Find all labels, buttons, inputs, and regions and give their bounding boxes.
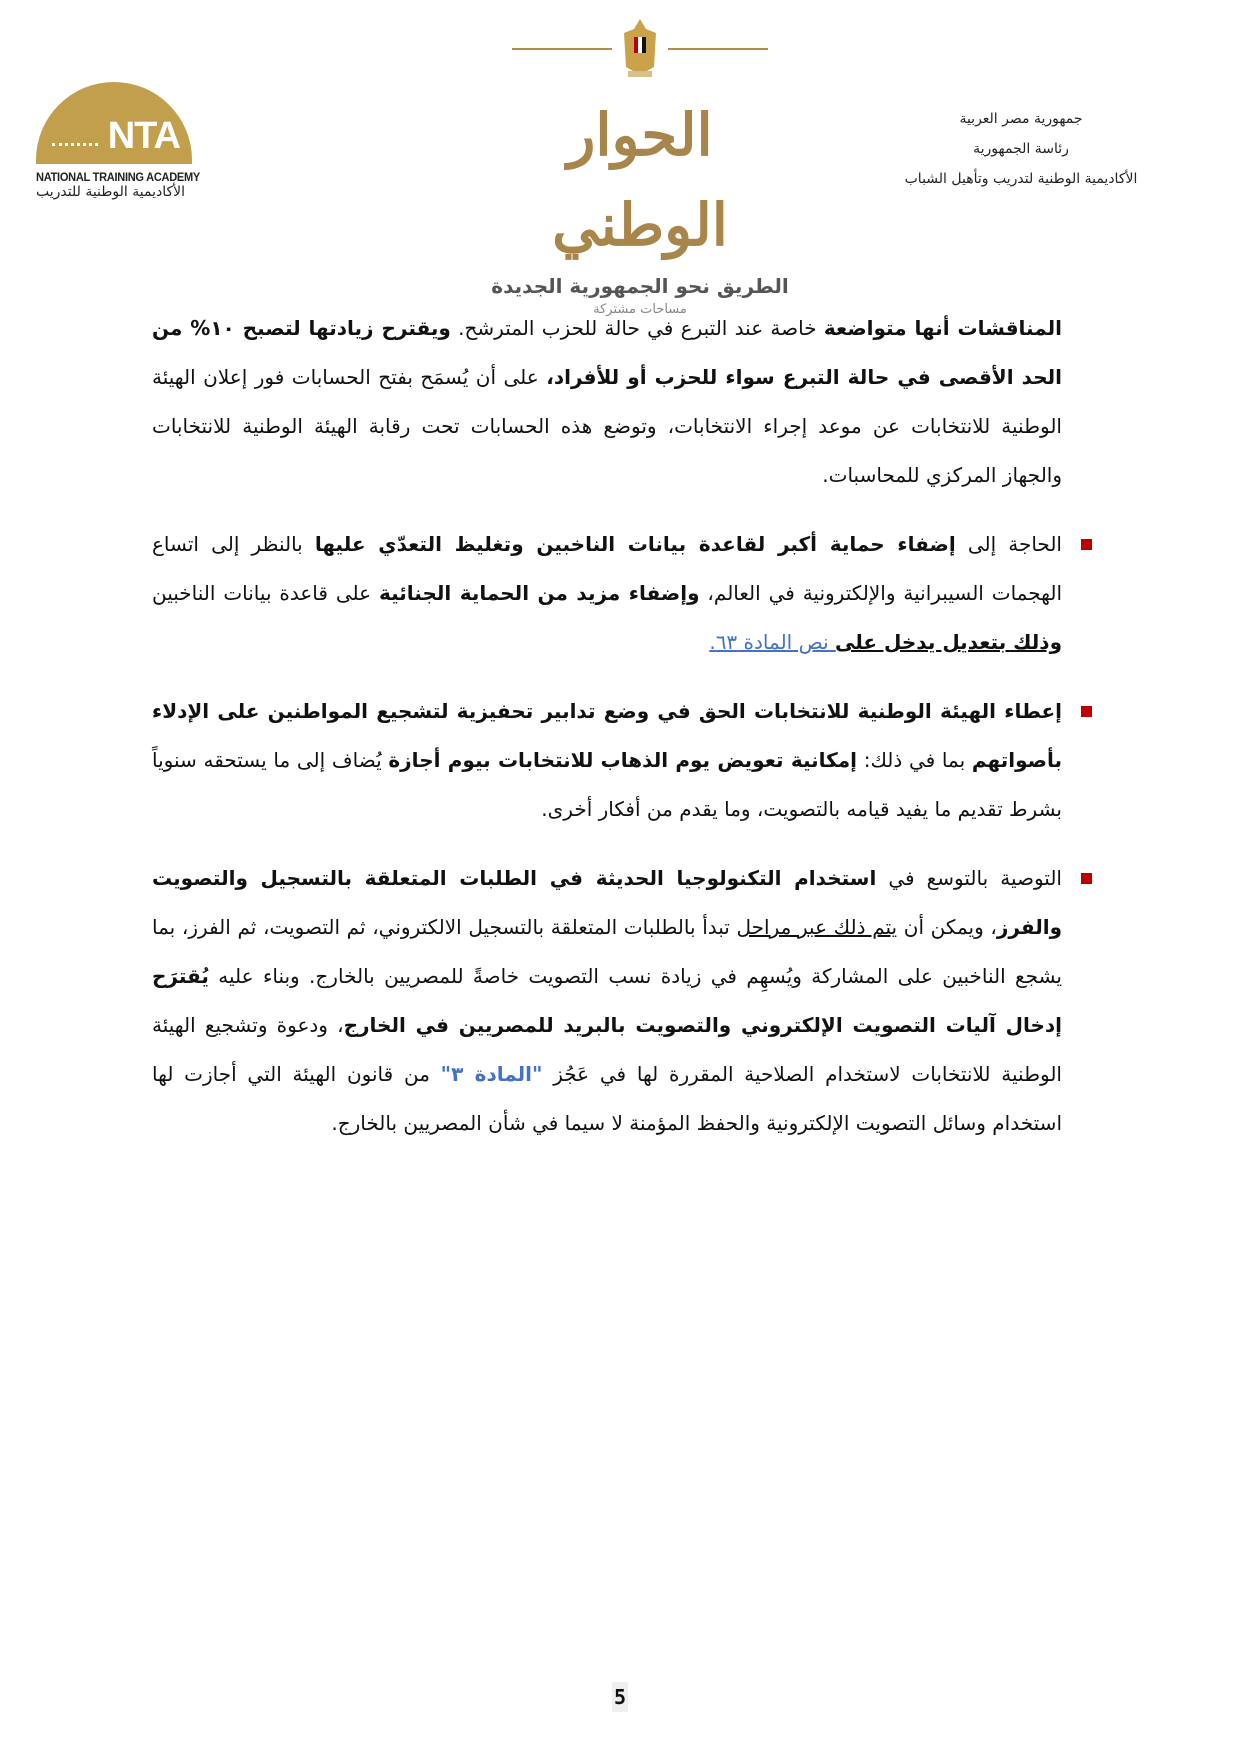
article-3-reference: "المادة ٣" <box>440 1062 543 1086</box>
p2-bold-d: وإضفاء مزيد من الحماية الجنائية <box>378 581 700 605</box>
document-body <box>152 304 1062 1168</box>
nta-dome-icon <box>36 82 192 164</box>
p4-text-a: التوصية بالتوسع في <box>876 866 1062 890</box>
nta-arabic-name: الأكاديمية الوطنية للتدريب <box>36 184 186 200</box>
square-bullet-icon <box>1081 873 1092 884</box>
issuer-line-1: جمهورية مصر العربية <box>959 111 1083 127</box>
wave-icon <box>52 143 98 152</box>
bullet-item-2 <box>152 687 1062 834</box>
p4-text-e: تبدأ بالطلبات المتعلقة بالتسجيل الالكتروني، ثم التصويت، ثم الفرز، بما يشجع الناخبين على المشاركة ويُسهِم في زيادة نسب التصويت خاصةً للمصريين بالخارج. وبناء عليه <box>152 915 1062 988</box>
p4-text-i: من قانون الهيئة التي أجازت لها استخدام وسائل التصويت الإلكترونية والحفظ المؤمنة لا سيما في شأن المصريين بالخارج. <box>152 1062 1062 1135</box>
square-bullet-icon <box>1081 539 1092 550</box>
issuer-block <box>861 104 1181 194</box>
ornament-line-left <box>512 48 612 50</box>
article-63-link[interactable]: نص المادة ٦٣. <box>709 630 836 654</box>
logo-tagline: الطريق نحو الجمهورية الجديدة <box>491 274 789 298</box>
p3-bold-c: إمكانية تعويض يوم الذهاب للانتخابات بيوم أجازة <box>388 748 857 772</box>
p4-bold-b: استخدام التكنولوجيا الحديثة في الطلبات المتعلقة بالتسجيل والتصويت والفرز <box>152 866 1063 939</box>
p2-bold-f: وذلك بتعديل يدخل على <box>835 630 1062 654</box>
bullet-item-3 <box>152 854 1062 1148</box>
page-number: 5 <box>612 1682 628 1712</box>
issuer-line-2: رئاسة الجمهورية <box>973 141 1069 157</box>
p2-text-a: الحاجة إلى <box>955 532 1062 556</box>
ornament-line-right <box>668 48 768 50</box>
p4-text-c: ، ويمكن أن <box>897 915 997 939</box>
nta-english-name: NATIONAL TRAINING ACADEMY <box>36 170 201 184</box>
national-dialogue-logo <box>490 14 790 317</box>
p1-bold-a: المناقشات أنها متواضعة <box>823 316 1062 340</box>
nta-logo <box>36 82 201 200</box>
p2-text-e: على قاعدة بيانات الناخبين <box>152 581 379 605</box>
p1-text-d: على أن يُسمَح بفتح الحسابات فور إعلان الهيئة الوطنية للانتخابات عن موعد إجراء الانتخابات، وتوضع هذه الحسابات تحت رقابة الهيئة الوطنية للانتخابات والجهاز المركزي للمحاسبات. <box>152 365 1062 487</box>
calligraphy-title: الحوار الوطني <box>552 101 728 259</box>
p1-text-b: خاصة عند التبرع في حالة للحزب المترشح. <box>450 316 824 340</box>
p4-bold-f: يُقترَح إدخال آليات التصويت الإلكتروني والتصويت بالبريد للمصريين في الخارج <box>152 964 1062 1037</box>
p1-bold-c: ويقترح زيادتها لتصبح ١٠% من الحد الأقصى في حالة التبرع سواء للحزب أو للأفراد، <box>152 316 1062 389</box>
p3-text-d: يُضاف إلى ما يستحقه سنوياً بشرط تقديم ما يفيد قيامه بالتصويت، وما يقدم من أفكار أخرى. <box>152 748 1062 821</box>
p3-text-b: بما في ذلك: <box>857 748 972 772</box>
p3-bold-a: إعطاء الهيئة الوطنية للانتخابات الحق في وضع تدابير تحفيزية لتشجيع المواطنين على الإدلاء بأصواتهم <box>152 699 1062 772</box>
p2-text-c: بالنظر إلى اتساع الهجمات السيبرانية والإلكترونية في العالم، <box>152 532 1063 605</box>
p2-bold-b: إضفاء حماية أكبر لقاعدة بيانات الناخبين وتغليظ التعدّي عليها <box>314 532 956 556</box>
square-bullet-icon <box>1081 706 1092 717</box>
nta-mark: NTA <box>107 115 180 157</box>
issuer-line-3: الأكاديمية الوطنية لتدريب وتأهيل الشباب <box>904 171 1138 187</box>
logo-subtagline: مساحات مشتركة <box>593 302 687 317</box>
bullet-item-1 <box>152 520 1062 667</box>
eagle-emblem-icon <box>620 17 660 81</box>
p4-text-g: ، ودعوة وتشجيع الهيئة الوطنية للانتخابات لاستخدام الصلاحية المقررة لها في عَجُز <box>152 1013 1062 1086</box>
p4-underlined-d: يتم ذلك عبر مراحل <box>736 915 898 939</box>
paragraph-1 <box>152 304 1062 500</box>
